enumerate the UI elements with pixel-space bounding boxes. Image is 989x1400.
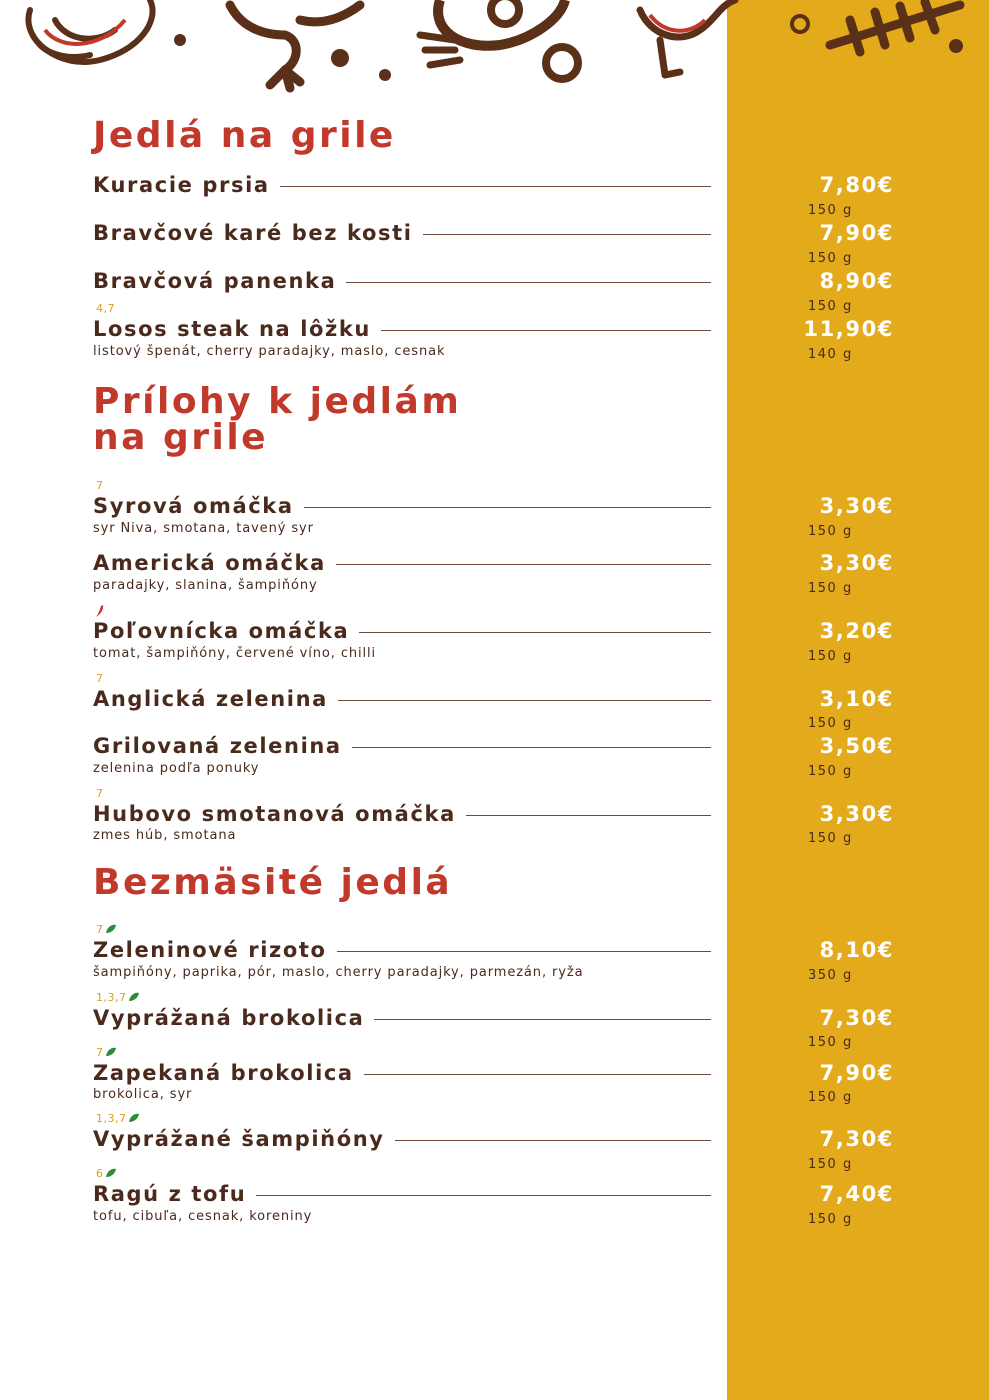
menu-item: [93, 621, 711, 641]
item-name: Grilovaná zelenina: [93, 736, 352, 757]
item-name: Ragú z tofu: [93, 1184, 256, 1205]
item-name: Poľovnícka omáčka: [93, 621, 359, 642]
item-price: 7,30€: [819, 1006, 894, 1030]
item-price: 11,90€: [803, 317, 894, 341]
item-description: brokolica, syr: [93, 1087, 193, 1102]
leaf-icon: [105, 924, 117, 937]
allergen-text: 4,7: [96, 302, 115, 315]
item-weight: 150 g: [808, 1157, 853, 1172]
item-weight: 150 g: [808, 251, 853, 266]
allergen-text: 7: [96, 1046, 104, 1059]
allergen-text: 1,3,7: [96, 991, 127, 1004]
allergen-text: 7: [96, 479, 104, 492]
allergen-codes: [96, 992, 140, 1005]
item-description: tofu, cibuľa, cesnak, koreniny: [93, 1209, 313, 1224]
allergen-codes: [96, 924, 117, 937]
menu-item: [93, 689, 711, 709]
item-weight: 150 g: [808, 203, 853, 218]
allergen-codes: [96, 1168, 117, 1181]
leaf-icon: [128, 992, 140, 1005]
menu-item: [93, 496, 711, 516]
item-weight: 350 g: [808, 968, 853, 983]
section-title-line: Prílohy k jedlám: [93, 381, 462, 422]
item-weight: 150 g: [808, 1035, 853, 1050]
item-name: Vyprážaná brokolica: [93, 1008, 374, 1029]
allergen-text: 7: [96, 923, 104, 936]
item-price: 3,50€: [819, 734, 894, 758]
item-price: 7,90€: [819, 1061, 894, 1085]
menu-item: [93, 736, 711, 756]
menu-item: [93, 319, 711, 339]
allergen-codes: [96, 1113, 140, 1126]
menu-item: [93, 271, 711, 291]
item-weight: 150 g: [808, 299, 853, 314]
allergen-text: 1,3,7: [96, 1112, 127, 1125]
zigzag-edge: [720, 0, 765, 1400]
allergen-text: 6: [96, 1167, 104, 1180]
item-price: 7,40€: [819, 1182, 894, 1206]
item-description: tomat, šampiňóny, červené víno, chilli: [93, 646, 377, 661]
item-weight: 140 g: [808, 347, 853, 362]
leaf-icon: [105, 1168, 117, 1181]
leaf-icon: [105, 1047, 117, 1060]
item-description: syr Niva, smotana, tavený syr: [93, 521, 314, 536]
item-name: Bravčová panenka: [93, 271, 346, 292]
item-weight: 150 g: [808, 764, 853, 779]
item-price: 8,10€: [819, 938, 894, 962]
menu-item: [93, 223, 711, 243]
item-description: listový špenát, cherry paradajky, maslo, cesnak: [93, 344, 446, 359]
tribal-header-ornament: [0, 0, 989, 95]
item-weight: 150 g: [808, 524, 853, 539]
allergen-codes: [96, 480, 104, 492]
item-price: 7,30€: [819, 1127, 894, 1151]
section-title-line: na grile: [93, 417, 269, 458]
item-name: Anglická zelenina: [93, 689, 338, 710]
menu-item: [93, 175, 711, 195]
allergen-text: 7: [96, 672, 104, 685]
leaf-icon: [128, 1113, 140, 1126]
item-name: Syrová omáčka: [93, 496, 304, 517]
item-price: 3,30€: [819, 802, 894, 826]
item-price: 3,10€: [819, 687, 894, 711]
menu-item: [93, 1129, 711, 1149]
menu-item: [93, 1184, 711, 1204]
item-price: 7,90€: [819, 221, 894, 245]
item-weight: 150 g: [808, 831, 853, 846]
allergen-text: 7: [96, 787, 104, 800]
menu-item: [93, 804, 711, 824]
item-name: Bravčové karé bez kosti: [93, 223, 423, 244]
item-price: 7,80€: [819, 173, 894, 197]
item-name: Vyprážané šampiňóny: [93, 1129, 395, 1150]
item-weight: 150 g: [808, 649, 853, 664]
allergen-codes: [96, 673, 104, 685]
item-name: Zeleninové rizoto: [93, 940, 337, 961]
allergen-codes: [96, 303, 115, 315]
menu-item: [93, 940, 711, 960]
allergen-codes: [96, 788, 104, 800]
item-weight: 150 g: [808, 1212, 853, 1227]
item-name: Hubovo smotanová omáčka: [93, 804, 466, 825]
section-title: [93, 381, 462, 458]
item-description: paradajky, slanina, šampiňóny: [93, 578, 318, 593]
item-price: 3,30€: [819, 494, 894, 518]
item-description: zmes húb, smotana: [93, 828, 237, 843]
item-weight: 150 g: [808, 716, 853, 731]
menu-item: [93, 553, 711, 573]
item-name: Losos steak na lôžku: [93, 319, 381, 340]
section-title: Bezmäsité jedlá: [93, 862, 453, 903]
item-weight: 150 g: [808, 581, 853, 596]
menu-item: [93, 1063, 711, 1083]
item-name: Zapekaná brokolica: [93, 1063, 364, 1084]
item-description: šampiňóny, paprika, pór, maslo, cherry paradajky, parmezán, ryža: [93, 965, 584, 980]
section-title: Jedlá na grile: [93, 115, 396, 156]
menu-item: [93, 1008, 711, 1028]
item-name: Americká omáčka: [93, 553, 336, 574]
allergen-codes: [96, 1047, 117, 1060]
item-name: Kuracie prsia: [93, 175, 280, 196]
item-price: 3,30€: [819, 551, 894, 575]
item-description: zelenina podľa ponuky: [93, 761, 260, 776]
item-price: 3,20€: [819, 619, 894, 643]
chili-icon: [95, 603, 105, 622]
item-price: 8,90€: [819, 269, 894, 293]
item-weight: 150 g: [808, 1090, 853, 1105]
